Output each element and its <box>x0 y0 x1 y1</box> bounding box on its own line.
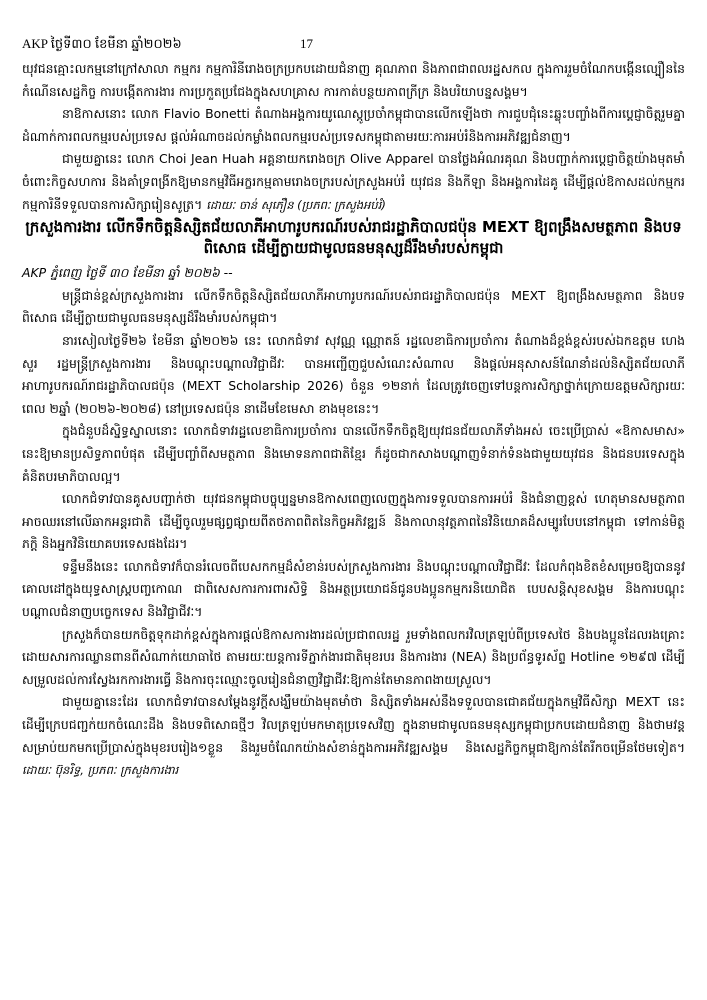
article-credit: ដោយៈ ប៊ុនរិទ្ធ, ប្រភពៈ ក្រសួងការងារ <box>22 763 179 778</box>
article-paragraph <box>22 691 685 781</box>
article-paragraph: នាឱកាសនោះ លោក Flavio Bonetti តំណាងអង្គការយូណេស្កូប្រចាំកម្ពុជាបានលើកឡើងថា ការជួបជុំនេះឆ្លុះបញ្ចាំងពីការប្តេជ្ញាចិត្តរួមគ្នាដំណាក់ការពលកម្មរបស់ប្រទេស ផ្តល់អំណាចដល់កម្លាំងពលកម្មរបស់ប្រទេសកម្ពុជាតាមរយៈការអប់រំនិងការអភិវឌ្ឍជំនាញ។ <box>22 106 685 144</box>
article-paragraph-text: ជាមួយគ្នានេះដែរ លោកជំទាវបានសម្តែងនូវក្តីសង្ឃឹមយ៉ាងមុតមាំថា និស្សិតទាំងអស់នឹងទទួលបានជោគជ័យក្នុងកម្មវិធីសិក្សា MEXT នេះ ដើម្បីក្រេបជញ្ជក់យកចំណេះដឹង និងបទពិសោធថ្មីៗ វិលត្រឡប់មកមាតុប្រទេសវិញ ក្នុងនាមជាមូលធនមនុស្សកម្ពុជាប្រកបដោយជំនាញ និងថាមវន្ត សម្រាប់យកមកប្រើប្រាស់ក្នុងមុខរបរៀង១ខ្លួន និងរួមចំណែកយ៉ាងសំខាន់ក្នុងការអភិវឌ្ឍសង្គម និងសេដ្ឋកិច្ចកម្ពុជាឱ្យកាន់តែរីកចម្រើនថែមទៀត។ <box>22 694 685 755</box>
article-paragraph: ក្នុងជំនួបដ៏ស្និទ្ធស្នាលនោះ លោកជំទាវរដ្ឋលេខាធិការប្រចាំការ បានលើកទឹកចិត្តឱ្យយុវជនជ័យលាភីទាំងអស់ ចេះប្រើប្រាស់ «ឱកាសមាស» នេះឱ្យមានប្រសិទ្ធភាពបំផុត ដើម្បីបញ្ចាំពីសមត្ថភាព និងមោទនភាពជាតិខ្មែរ ក៏ដូចជាកសាងបណ្តាញទំនាក់ទំនងជាមួយយុវជន និងជនបរទេសក្នុងគំនិតបរមាភិបាលល្អ។ <box>22 423 685 484</box>
article-credit: ដោយៈ ចាន់ សុភឿន (ប្រភពៈ ក្រសួងអប់រំ) <box>206 197 386 212</box>
article-paragraph <box>22 148 685 216</box>
article-paragraph: ក្រសួងក៏បានយកចិត្តទុកដាក់ខ្ពស់ក្នុងការផ្តល់ឱកាសការងារដល់ប្រជាពលរដ្ឋ រួមទាំងពលករវិលត្រឡប់ពីប្រទេសថៃ និងបងប្អូនដែលរងគ្រោះដោយសារការឈ្លានពានពីសំណាក់យោធាថៃ តាមរយៈយន្តការទីភ្នាក់ងារជាតិមុខរបរ និងការងារ (NEA) និងប្រព័ន្ធទូរស័ព្ទ Hotline ១២៩៧ ដើម្បីសម្រួលដល់ការស្វែងរកការងារធ្វើ និងការចុះឈ្មោះចូលរៀនជំនាញវិជ្ជាជីវៈឱ្យកាន់តែមានភាពងាយស្រួល។ <box>22 626 685 687</box>
article-headline: ក្រសួងការងារ លើកទឹកចិត្តនិស្សិតជ័យលាភីអាហារូបករណ៍របស់រាជរដ្ឋាភិបាលជប៉ុន MEXT ឱ្យពង្រឹងសមត្ថភាព និងបទពិសោធ ដើម្បីក្លាយជាមូលធនមនុស្សដ៏រឹងមាំរបស់កម្ពុជា <box>25 218 682 258</box>
article-education-literacy <box>22 58 685 216</box>
article-paragraph: ទន្ទឹមនឹងនេះ លោកជំទាវក៏បានរំលេចពីបេសកកម្មដ៏សំខាន់របស់ក្រសួងការងារ និងបណ្តុះបណ្តាលវិជ្ជាជីវៈ ដែលកំពុងខិតខំសម្រេចឱ្យបាននូវគោលដៅក្នុងយុទ្ធសាស្ត្របញ្ចកោណ ជាពិសេសការការពារសិទ្ធិ និងអត្ថប្រយោជន៍ជូនបងប្អូនកម្មករនិយោជិត បេបសន្តិសុខសង្គម និងការបណ្តុះបណ្តាលជំនាញបច្ចេកទេស និងវិជ្ជាជីវៈ។ <box>22 558 685 620</box>
article-paragraph-text: ជាមួយគ្នានេះ លោក Choi Jean Huah អគ្គនាយករោងចក្រ Olive Apparel បានថ្លែងអំណរគុណ និងបញ្ជាក់ការប្តេជ្ញាចិត្តយ៉ាងមុតមាំចំពោះកិច្ចសហការ និងគាំទ្រពង្រីកឱ្យមានកម្មវិធីអក្ខរកម្មតាមរោងចក្ររបស់ក្រសួងអប់រំ យុវជន និងកីឡា និងអង្គការដៃគូ ដើម្បីផ្តល់ឱកាសដល់កម្មករ កម្មការិនីទទួលបានការសិក្សារៀនសូត្រ។ <box>22 151 685 212</box>
page-header <box>22 36 685 58</box>
article-mext-scholarship <box>22 217 685 782</box>
article-paragraph: នារសៀលថ្ងៃទី២៦ ខែមីនា ឆ្នាំ២០២៦ នេះ លោកជំទាវ សុវណ្ណ ណ្ណោតន៍ រដ្ឋលេខាធិការប្រចាំការ តំណាងដ៏ខ្ពង់ខ្ពស់របស់ឯកឧត្តម ហេង សួរ រដ្ឋមន្ត្រីក្រសួងការងារ និងបណ្តុះបណ្តាលវិជ្ជាជីវៈ បានអញ្ជើញជួបសំណេះសំណាល និងផ្តល់អនុសាសន៍ណែនាំដល់និស្សិតជ័យលាភីអាហារូបករណ៍រាជរដ្ឋាភិបាលជប៉ុន (MEXT Scholarship 2026) ចំនួន ១២នាក់ ដែលត្រូវចេញទៅបន្តការសិក្សាថ្នាក់ក្រោយឧត្តមសិក្សារយៈពេល ២ឆ្នាំ (២០២៦-២០២៨) នៅប្រទេសជប៉ុន នាដើមខែមេសា ខាងមុខនេះ។ <box>22 332 685 416</box>
article-paragraph: លោកជំទាវបានគូសបញ្ជាក់ថា យុវជនកម្ពុជាបច្ចុប្បន្នមានឱកាសពេញលេញក្នុងការទទួលបានការអប់រំ និងជំនាញខ្ពស់ ហេតុមានសមត្ថភាពអាចឈរនៅលើឆាកអន្តរជាតិ ដើម្បីចូលរួមផ្សព្វផ្សាយពីតថភាពពិតនៃកិច្ចអភិវឌ្ឍន៍ និងកាលានុវត្តភាពនៃវិនិយោគដ៏សម្បូរបែបនៅកម្ពុជា ទៅកាន់មិត្តភក្តិ និងអ្នកវិនិយោគបរទេសផងដែរ។ <box>22 491 685 552</box>
article-paragraph: មន្ត្រីជាន់ខ្ពស់ក្រសួងការងារ លើកទឹកចិត្តនិស្សិតជ័យលាភីអាហារូបករណ៍របស់រាជរដ្ឋាភិបាលជប៉ុន MEXT ឱ្យពង្រឹងសមត្ថភាព និងបទពិសោធ ដើម្បីក្លាយជាមូលធនមនុស្សដ៏រឹងមាំរបស់កម្ពុជា។ <box>22 287 685 326</box>
article-continued-paragraph: យុវជនគ្មោះលកម្មនៅក្រៅសាលា កម្មករ កម្មការិនីរោងចក្រប្រកបដោយជំនាញ គុណភាព និងភាពជាពលរដ្ឋសកល ក្នុងការរួមចំណែកបង្កើនល្បឿននៃកំណើនសេដ្ឋកិច្ច ការបង្កើតការងារ ការប្រកួតប្រជែងក្នុងសហគ្រាស ការកាត់បន្ថយភាពក្រីក្រ និងបរិយាបន្នសង្គម។ <box>22 61 685 99</box>
page-number: 17 <box>300 36 313 51</box>
article-dateline: AKP ភ្នំពេញ ថ្ងៃទី ៣០ ខែមីនា ឆ្នាំ ២០២៦ -- <box>22 265 233 281</box>
header-date: AKP ថ្ងៃទី៣០ ខែមីនា ឆ្នាំ២០២៦ <box>22 36 182 51</box>
